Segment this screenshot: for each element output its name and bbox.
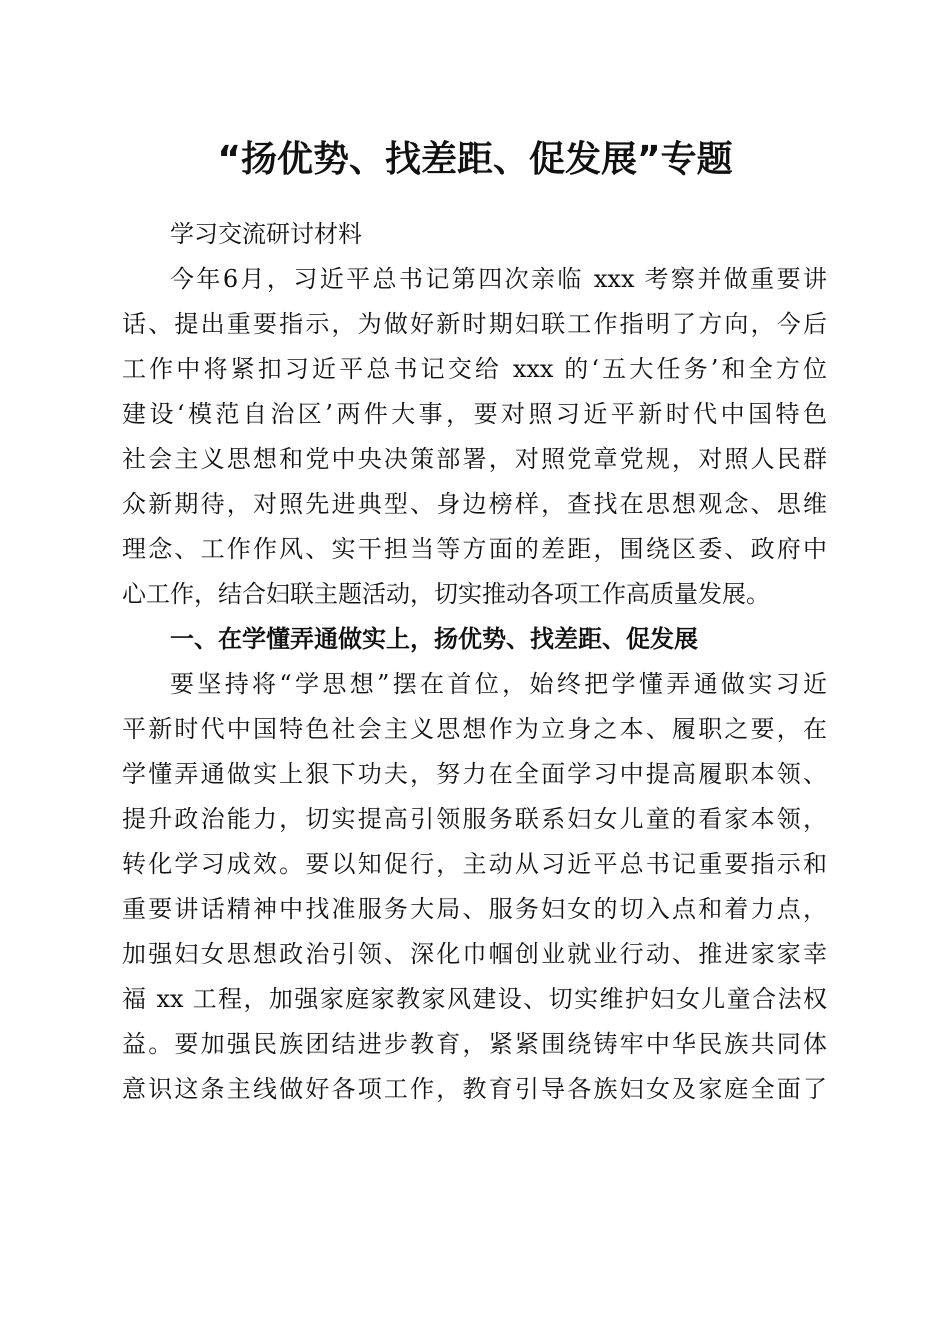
- paragraph-1-line: 众新期待，对照先进典型、身边榜样，查找在思想观念、思维: [122, 490, 827, 518]
- paragraph-2-line: 意识这条主线做好各项工作，教育引导各族妇女及家庭全面了: [122, 1075, 827, 1103]
- paragraph-2-line: 益。要加强民族团结进步教育，紧紧围绕铸牢中华民族共同体: [122, 1030, 827, 1058]
- paragraph-2-line: 重要讲话精神中找准服务大局、服务妇女的切入点和着力点，: [122, 895, 827, 923]
- document-body: [122, 212, 827, 1112]
- paragraph-2-line: 加强妇女思想政治引领、深化巾帼创业就业行动、推进家家幸: [122, 940, 827, 968]
- paragraph-2-line: 福 xx 工程，加强家庭家教家风建设、切实维护妇女儿童合法权: [122, 985, 827, 1013]
- paragraph-1-line: 今年6月，习近平总书记第四次亲临 xxx 考察并做重要讲: [170, 265, 827, 293]
- paragraph-1-line: 话、提出重要指示，为做好新时期妇联工作指明了方向，今后: [122, 310, 827, 338]
- paragraph-2-line: 转化学习成效。要以知促行，主动从习近平总书记重要指示和: [122, 850, 827, 878]
- paragraph-1-line: 建设‘模范自治区’两件大事，要对照习近平新时代中国特色: [122, 400, 827, 428]
- paragraph-2-line: 平新时代中国特色社会主义思想作为立身之本、履职之要，在: [122, 715, 827, 743]
- paragraph-2-line: 提升政治能力，切实提高引领服务联系妇女儿童的看家本领，: [122, 805, 827, 833]
- section-heading-1: 一、在学懂弄通做实上，扬优势、找差距、促发展: [170, 625, 698, 653]
- paragraph-1-line: 理念、工作作风、实干担当等方面的差距，围绕区委、政府中: [122, 535, 827, 563]
- paragraph-1-line: 社会主义思想和党中央决策部署，对照党章党规，对照人民群: [122, 445, 827, 473]
- paragraph-1-line: 工作中将紧扣习近平总书记交给 xxx 的‘五大任务’和全方位: [122, 355, 827, 383]
- document-subtitle: 学习交流研讨材料: [170, 220, 362, 248]
- paragraph-1-line: 心工作，结合妇联主题活动，切实推动各项工作高质量发展。: [122, 580, 770, 608]
- document-title: “扬优势、找差距、促发展”专题: [217, 139, 733, 180]
- paragraph-2-line: 要坚持将“学思想”摆在首位，始终把学懂弄通做实习近: [170, 670, 827, 698]
- paragraph-2-line: 学懂弄通做实上狠下功夫，努力在全面学习中提高履职本领、: [122, 760, 827, 788]
